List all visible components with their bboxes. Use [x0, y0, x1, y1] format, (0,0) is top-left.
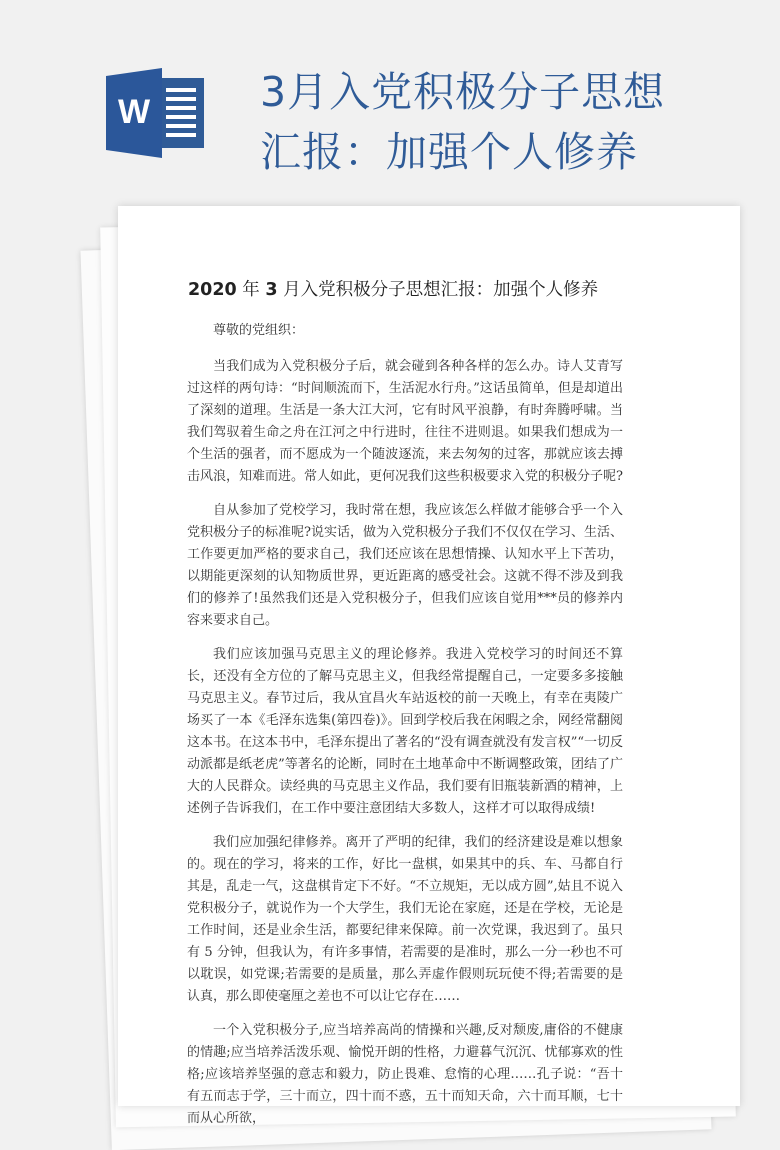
salutation: 尊敬的党组织：	[213, 323, 305, 338]
paragraph: 当我们成为入党积极分子后，就会碰到各种各样的怎么办。诗人艾青写过这样的两句诗：“时间顺流而下，生活泥水行舟。”这话虽简单，但是却道出了深刻的道理。生活是一条大江大河，它有时风平浪静，有时奔腾呼啸。当我们驾驭着生命之舟在江河之中行进时，往往不进则退。如果我们想成为一个生活的强者，而不愿成为一个随波逐流，来去匆匆的过客，那就应该去搏击风浪，知难而进。常人如此，更何况我们这些积极要求入党的积极分子呢?	[187, 359, 623, 484]
hero-title	[260, 62, 665, 182]
title-year-suffix: 年	[236, 280, 266, 300]
title-year: 2020	[188, 280, 237, 300]
title-month: 3	[265, 280, 278, 300]
word-document-icon	[106, 68, 206, 158]
paragraph: 一个入党积极分子,应当培养高尚的情操和兴趣,反对颓废,庸俗的不健康的情趣;应当培养活泼乐观、愉悦开朗的性格，力避暮气沉沉、忧郁寡欢的性格;应该培养坚强的意志和毅力，防止畏难、怠惰的心理……孔子说：“吾十有五而志于学，三十而立，四十而不惑，五十而知天命，六十而耳顺，七十而从心所欲，	[187, 1023, 623, 1126]
paragraph: 自从参加了党校学习，我时常在想，我应该怎么样做才能够合乎一个入党积极分子的标准呢?说实话，做为入党积极分子我们不仅仅在学习、生活、工作要更加严格的要求自己，我们还应该在思想情操、认知水平上下苦功，以期能更深刻的认知物质世界，更近距离的感受社会。这就不得不涉及到我们的修养了!虽然我们还是入党积极分子，但我们应该自觉用***员的修养内容来要求自己。	[187, 503, 623, 628]
paragraph: 我们应该加强马克思主义的理论修养。我进入党校学习的时间还不算长，还没有全方位的了解马克思主义，但我经常提醒自己，一定要多多接触马克思主义。春节过后，我从宜昌火车站返校的前一天晚上，有幸在夷陵广场买了一本《毛泽东选集(第四卷)》。回到学校后我在闲暇之余，网经常翻阅这本书。在这本书中，毛泽东提出了著名的“没有调查就没有发言权”“一切反动派都是纸老虎”等著名的论断，同时在土地革命中不断调整政策，团结了广大的人民群众。读经典的马克思主义作品，我们要有旧瓶装新酒的精神，上述例子告诉我们，在工作中要注意团结大多数人，这样才可以取得成绩!	[187, 647, 623, 816]
document-page	[118, 206, 740, 1126]
hero-title-line1: 3月入党积极分子思想	[260, 68, 666, 116]
paragraph: 我们应加强纪律修养。离开了严明的纪律，我们的经济建设是难以想象的。现在的学习，将来的工作，好比一盘棋，如果其中的兵、车、马都自行其是，乱走一气，这盘棋肯定下不好。“不立规矩，无以成方圆”,姑且不说入党积极分子，就说作为一个大学生，我们无论在家庭，还是在学校，无论是工作时间，还是业余生活，都要纪律来保障。前一次党课，我迟到了。虽只有 5 分钟，但我认为，有许多事情，若需要的是准时，那么一分一秒也不可以耽误，如党课;若需要的是质量，那么弄虚作假则玩玩使不得;若需要的是认真，那么即使毫厘之差也不可以让它存在……	[187, 835, 623, 1004]
document-body	[187, 320, 623, 1142]
word-icon-letter: W	[117, 93, 151, 131]
document-title	[188, 276, 598, 301]
hero-title-line2: 汇报：加强个人修养	[260, 128, 638, 176]
title-rest: 月入党积极分子思想汇报：加强个人修养	[277, 280, 599, 300]
